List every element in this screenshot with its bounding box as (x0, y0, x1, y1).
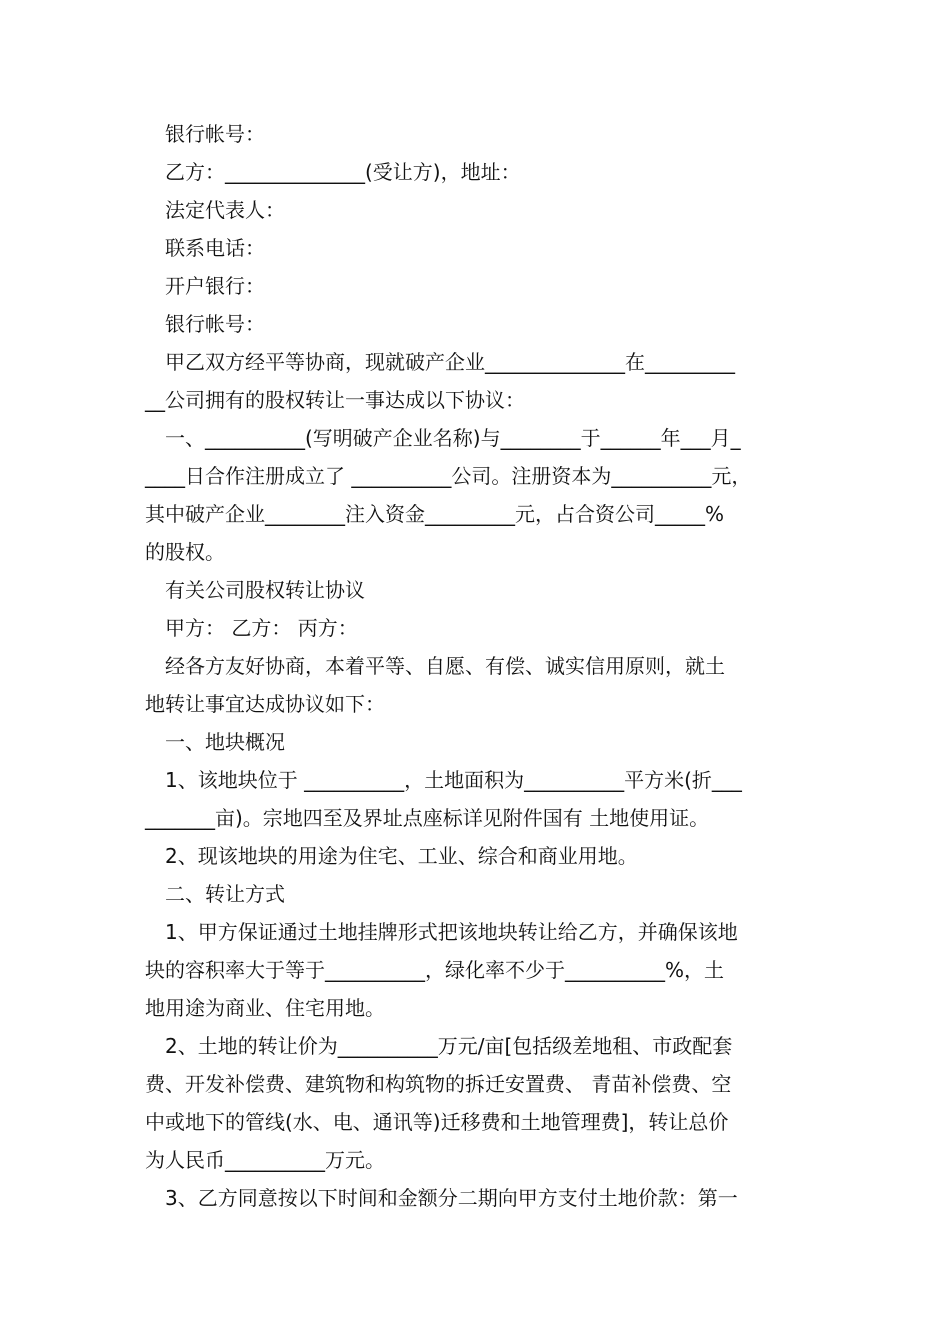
paragraph-line: 2、土地的转让价为__________万元/亩[包括级差地租、市政配套 (165, 1034, 733, 1058)
paragraph-line: 的股权。 (145, 540, 225, 564)
party-b: 乙方：______________(受让方)，地址： (165, 160, 521, 184)
section-heading: 有关公司股权转让协议 (165, 578, 365, 602)
paragraph-line: 其中破产企业________注入资金_________元，占合资公司_____% (145, 502, 725, 526)
paragraph-line: 1、甲方保证通过土地挂牌形式把该地块转让给乙方，并确保该地 (165, 920, 738, 944)
paragraph-line: 经各方友好协商，本着平等、自愿、有偿、诚实信用原则，就土 (165, 654, 725, 678)
bank-account-b: 银行帐号： (165, 312, 265, 336)
paragraph-line: 地转让事宜达成协议如下： (145, 692, 385, 716)
paragraph-line: __公司拥有的股权转让一事达成以下协议： (145, 388, 525, 412)
paragraph-line: 一、__________(写明破产企业名称)与________于______年___月_ (165, 426, 741, 450)
paragraph-line: 甲乙双方经平等协商，现就破产企业______________在_________ (165, 350, 735, 374)
section-heading: 一、地块概况 (165, 730, 285, 754)
paragraph-line: _______亩)。宗地四至及界址点座标详见附件国有 土地使用证。 (145, 806, 710, 830)
paragraph-line: 为人民币__________万元。 (145, 1148, 385, 1172)
paragraph-line: 费、开发补偿费、建筑物和构筑物的拆迁安置费、 青苗补偿费、空 (145, 1072, 732, 1096)
phone: 联系电话： (165, 236, 265, 260)
bank: 开户银行： (165, 274, 265, 298)
legal-rep: 法定代表人： (165, 198, 285, 222)
paragraph-line: 2、现该地块的用途为住宅、工业、综合和商业用地。 (165, 844, 638, 868)
paragraph-line: 块的容积率大于等于__________，绿化率不少于__________%，土 (145, 958, 725, 982)
paragraph-line: 地用途为商业、住宅用地。 (145, 996, 385, 1020)
parties-line: 甲方： 乙方： 丙方： (165, 616, 358, 640)
paragraph-line: 3、乙方同意按以下时间和金额分二期向甲方支付土地价款：第一 (165, 1186, 738, 1210)
paragraph-line: 中或地下的管线(水、电、通讯等)迁移费和土地管理费]，转让总价 (145, 1110, 729, 1134)
paragraph-line: ____日合作注册成立了 __________公司。注册资本为__________元， (145, 464, 752, 488)
bank-account-a: 银行帐号： (165, 122, 265, 146)
section-heading: 二、转让方式 (165, 882, 285, 906)
paragraph-line: 1、该地块位于 __________，土地面积为__________平方米(折___ (165, 768, 742, 792)
